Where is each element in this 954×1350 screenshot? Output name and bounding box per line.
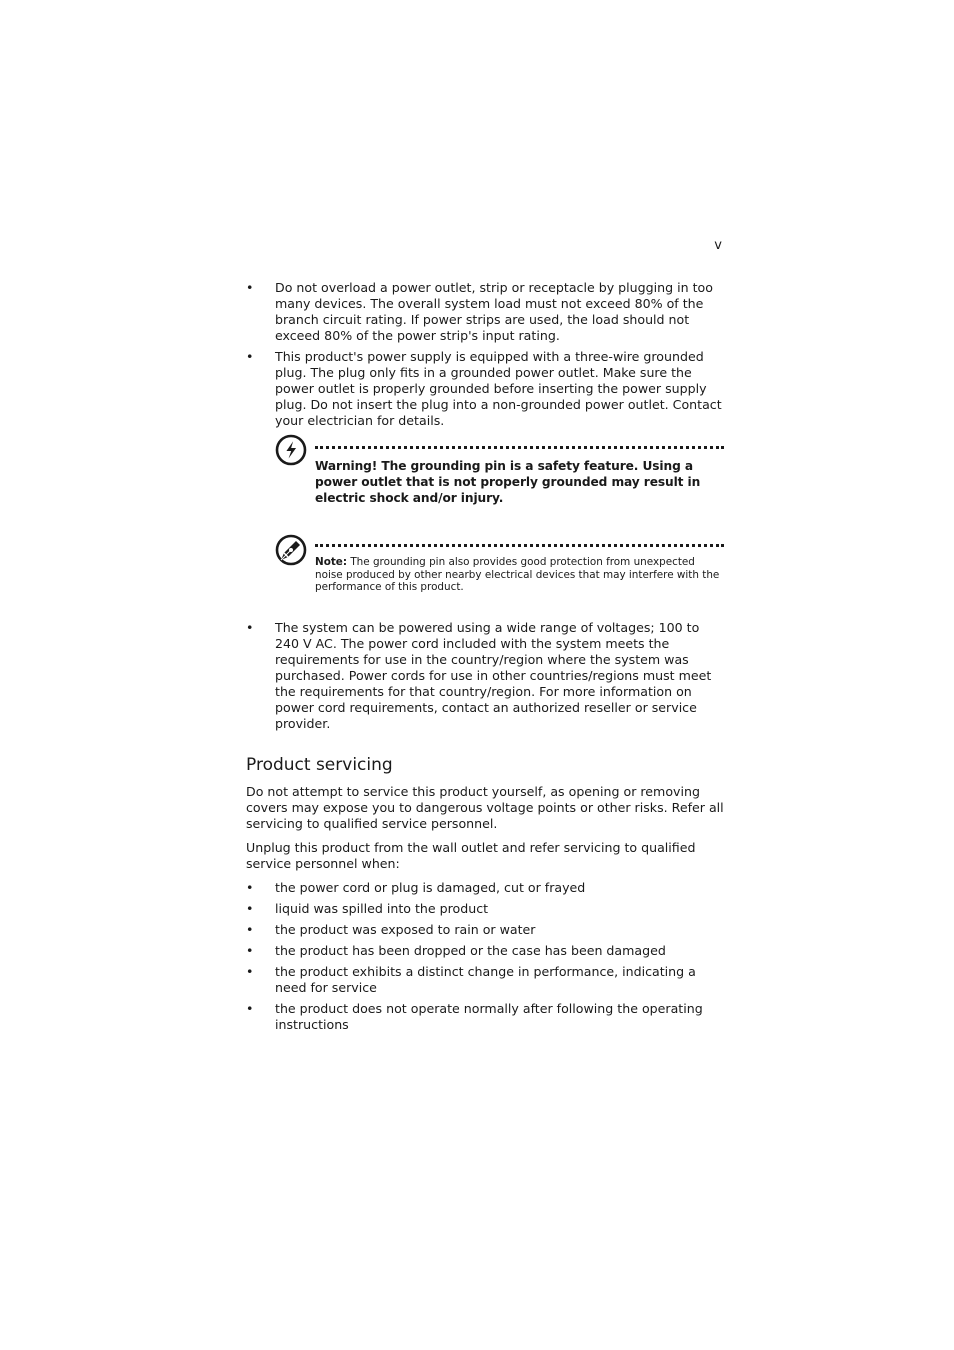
note-callout — [275, 534, 724, 620]
bullet-marker: • — [246, 880, 254, 895]
list-item — [246, 964, 724, 996]
paragraph: Do not attempt to service this product yourself, as opening or removing covers may expose you to dangerous voltage points or other risks. Refer all servicing to qualified service personnel. — [246, 784, 724, 831]
list-item — [246, 922, 724, 938]
bullet-marker: • — [246, 280, 254, 295]
list-item — [246, 880, 724, 896]
dotted-separator — [315, 446, 724, 449]
list-item-text: the product does not operate normally after following the operating instructions — [275, 1001, 703, 1032]
list-item-text: the product was exposed to rain or water — [275, 922, 536, 937]
list-item — [246, 1001, 724, 1033]
list-item-text: the product exhibits a distinct change in performance, indicating a need for service — [275, 964, 696, 995]
warning-text: Warning! The grounding pin is a safety feature. Using a power outlet that is not properly grounded may result in electric shock and/or injury. — [315, 459, 701, 505]
paragraph: Unplug this product from the wall outlet and refer servicing to qualified service personnel when: — [246, 840, 696, 871]
lightning-warning-icon — [275, 434, 307, 466]
bullet-marker: • — [246, 922, 254, 937]
bullet-list-top — [246, 280, 724, 429]
bullet-marker: • — [246, 349, 254, 364]
list-item-text: The system can be powered using a wide range of voltages; 100 to 240 V AC. The power cord included with the system meets the requirements for use in the country/region where the system was purchased. Power cords for use in other countries/regions must meet the requirements for that country/region. For more information on power cord requirements, contact an authorized reseller or service provider. — [275, 620, 712, 731]
page-content — [246, 280, 724, 1038]
bullet-marker: • — [246, 1001, 254, 1016]
list-item — [246, 943, 724, 959]
pen-note-icon — [275, 534, 307, 566]
list-item — [246, 349, 724, 429]
list-item-text: liquid was spilled into the product — [275, 901, 489, 916]
list-item-text: the power cord or plug is damaged, cut or frayed — [275, 880, 586, 895]
dotted-separator — [315, 544, 724, 547]
list-item — [246, 901, 724, 917]
page-number: v — [714, 238, 722, 253]
bullet-list-mid — [246, 620, 724, 732]
bullet-marker: • — [246, 901, 254, 916]
note-text — [315, 534, 724, 594]
list-item-text: Do not overload a power outlet, strip or receptacle by plugging in too many devices. The overall system load must not exceed 80% of the branch circuit rating. If power strips are used, the load should not exceed 80% of the power strip's input rating. — [275, 280, 713, 343]
list-item-text: the product has been dropped or the case has been damaged — [275, 943, 666, 958]
bullet-marker: • — [246, 964, 254, 979]
bullet-marker: • — [246, 620, 254, 635]
list-item — [246, 280, 724, 344]
list-item — [246, 620, 724, 732]
warning-callout — [275, 434, 724, 524]
note-body: The grounding pin also provides good protection from unexpected noise produced by other nearby electrical devices that may interfere with the performance of this product. — [315, 556, 720, 593]
bullet-marker: • — [246, 943, 254, 958]
bullet-list-servicing — [246, 880, 724, 1033]
note-label: Note: — [315, 556, 348, 568]
section-heading: Product servicing — [246, 755, 393, 775]
list-item-text: This product's power supply is equipped with a three-wire grounded plug. The plug only fits in a grounded power outlet. Make sure the power outlet is properly grounded before inserting the power supply plug. Do not insert the plug into a non-grounded power outlet. Contact your electrician for details. — [275, 349, 722, 428]
